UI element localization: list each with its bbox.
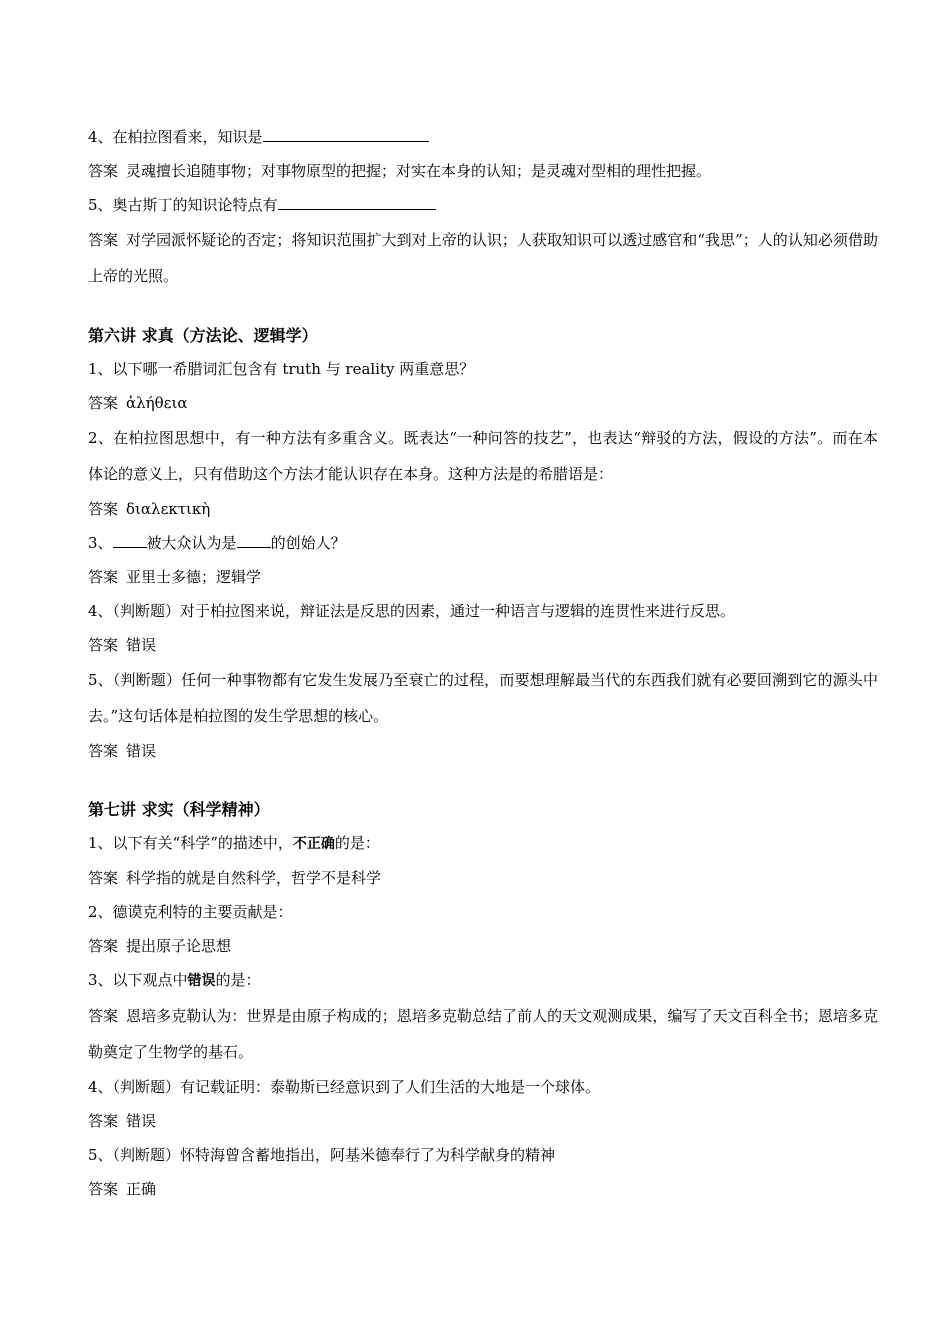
document-page xyxy=(88,120,878,1206)
answer-text: 错误 xyxy=(126,742,157,760)
question-6-4 xyxy=(88,594,878,628)
answer-label: 答案 xyxy=(88,1180,119,1198)
answer-5-5 xyxy=(88,222,878,294)
question-text: 2、德谟克利特的主要贡献是： xyxy=(88,903,293,921)
answer-label: 答案 xyxy=(88,394,119,412)
answer-label: 答案 xyxy=(88,937,119,955)
answer-text: 对学园派怀疑论的否定；将知识范围扩大到对上帝的认识；人获取知识可以透过感官和“我思”；人的认知必须借助上帝的光照。 xyxy=(88,231,878,285)
question-7-1 xyxy=(88,826,878,861)
question-emphasis: 错误 xyxy=(187,973,216,989)
answer-blank xyxy=(113,533,147,548)
answer-text: 恩培多克勒认为：世界是由原子构成的；恩培多克勒总结了前人的天文观测成果，编写了天文百科全书；恩培多克勒奠定了生物学的基石。 xyxy=(88,1007,878,1061)
answer-7-4 xyxy=(88,1104,878,1138)
question-7-2 xyxy=(88,895,878,929)
question-5-4 xyxy=(88,120,878,154)
section-title: 第七讲 求实（科学精神） xyxy=(88,800,270,819)
answer-text: 正确 xyxy=(126,1180,157,1198)
question-6-5 xyxy=(88,662,878,734)
question-text: 的是： xyxy=(215,971,261,989)
question-text: 1、以下有关“科学”的描述中， xyxy=(88,834,293,852)
question-6-1 xyxy=(88,352,878,386)
answer-label: 答案 xyxy=(88,636,119,654)
question-text: 被大众认为是 xyxy=(146,534,237,552)
question-text: 5、（判断题）怀特海曾含蓄地指出，阿基米德奉行了为科学献身的精神 xyxy=(88,1146,556,1164)
answer-label: 答案 xyxy=(88,162,119,180)
answer-7-5 xyxy=(88,1172,878,1206)
answer-text: ἀλήθεια xyxy=(126,394,188,412)
question-number: 3、 xyxy=(88,534,113,552)
answer-6-5 xyxy=(88,734,878,768)
answer-7-2 xyxy=(88,929,878,963)
answer-text: 灵魂擅长追随事物；对事物原型的把握；对实在本身的认知；是灵魂对型相的理性把握。 xyxy=(126,162,712,180)
question-text: 4、在柏拉图看来，知识是 xyxy=(88,128,263,146)
answer-text: 错误 xyxy=(126,636,157,654)
answer-7-3 xyxy=(88,998,878,1070)
answer-text: 科学指的就是自然科学，哲学不是科学 xyxy=(126,869,382,887)
question-text: 1、以下哪一希腊词汇包含有 truth 与 reality 两重意思？ xyxy=(88,360,475,378)
answer-text: 错误 xyxy=(126,1112,157,1130)
question-6-3 xyxy=(88,526,878,560)
question-text: 2、在柏拉图思想中，有一种方法有多重含义。既表达“一种问答的技艺”，也表达“辩驳的方法，假设的方法”。而在本体论的意义上，只有借助这个方法才能认识存在本身。这种方法是的希腊语是： xyxy=(88,429,878,483)
answer-text: 亚里士多德；逻辑学 xyxy=(126,568,262,586)
answer-5-4 xyxy=(88,154,878,188)
question-text: 5、（判断题）任何一种事物都有它发生发展乃至衰亡的过程，而要想理解最当代的东西我们就有必要回溯到它的源头中去。”这句话体是柏拉图的发生学思想的核心。 xyxy=(88,671,878,725)
answer-label: 答案 xyxy=(88,742,119,760)
answer-6-1 xyxy=(88,386,878,420)
answer-label: 答案 xyxy=(88,231,119,249)
answer-label: 答案 xyxy=(88,1007,119,1025)
question-text: 的创始人？ xyxy=(270,534,346,552)
question-text: 3、以下观点中 xyxy=(88,971,188,989)
answer-blank xyxy=(263,127,429,142)
answer-blank xyxy=(278,195,436,210)
answer-6-2 xyxy=(88,492,878,526)
answer-label: 答案 xyxy=(88,500,119,518)
question-7-4 xyxy=(88,1070,878,1104)
question-6-2 xyxy=(88,420,878,492)
answer-6-4 xyxy=(88,628,878,662)
answer-blank xyxy=(237,533,271,548)
answer-text: 提出原子论思想 xyxy=(126,937,232,955)
section-title: 第六讲 求真（方法论、逻辑学） xyxy=(88,326,318,345)
question-emphasis: 不正确 xyxy=(292,836,335,852)
question-text: 4、（判断题）对于柏拉图来说，辩证法是反思的因素，通过一种语言与逻辑的连贯性来进行反思。 xyxy=(88,602,736,620)
answer-text: διαλεκτικὴ xyxy=(126,500,211,518)
question-text: 4、（判断题）有记载证明：泰勒斯已经意识到了人们生活的大地是一个球体。 xyxy=(88,1078,601,1096)
answer-label: 答案 xyxy=(88,568,119,586)
question-text: 5、奥古斯丁的知识论特点有 xyxy=(88,196,278,214)
question-7-3 xyxy=(88,963,878,998)
answer-7-1 xyxy=(88,861,878,895)
answer-label: 答案 xyxy=(88,1112,119,1130)
question-text: 的是： xyxy=(334,834,380,852)
answer-label: 答案 xyxy=(88,869,119,887)
question-7-5 xyxy=(88,1138,878,1172)
answer-6-3 xyxy=(88,560,878,594)
question-5-5 xyxy=(88,188,878,222)
